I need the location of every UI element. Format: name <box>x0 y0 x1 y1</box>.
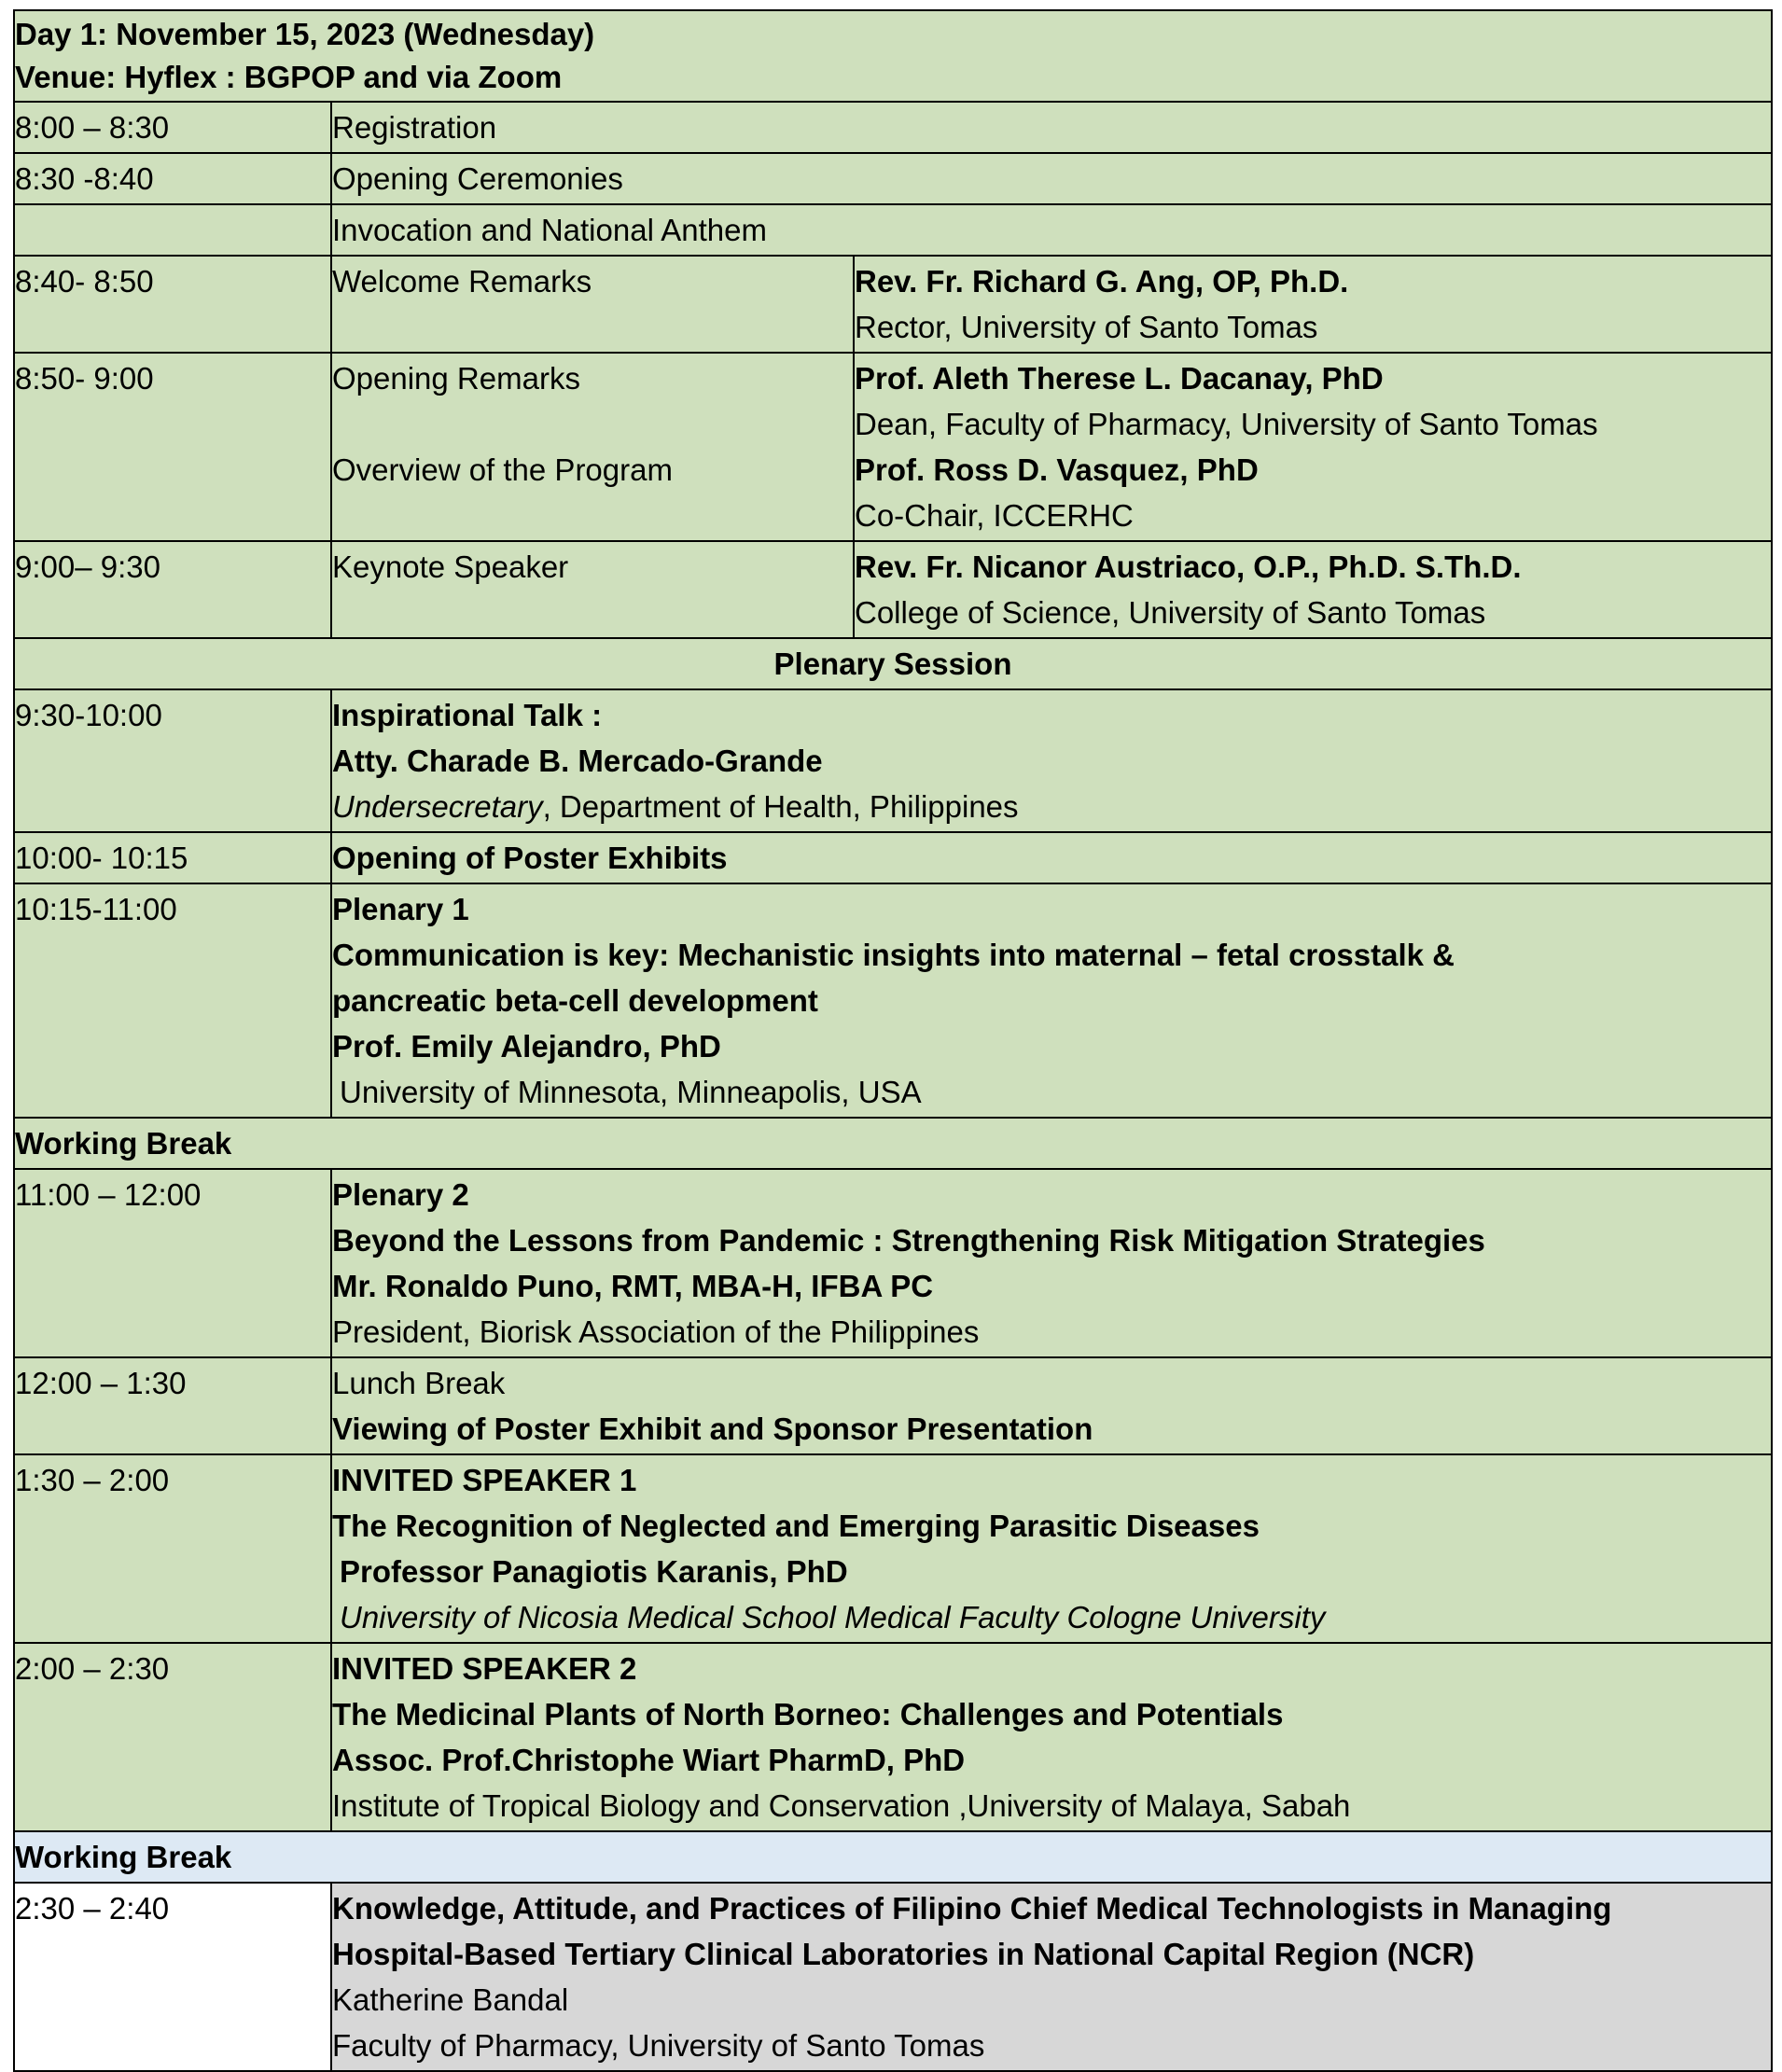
activity-cell: Opening of Poster Exhibits <box>331 832 1772 883</box>
plenary-session-heading: Plenary Session <box>14 638 1772 689</box>
activity-cell: Registration <box>331 102 1772 153</box>
schedule-header-row <box>14 10 1772 102</box>
activity-cell <box>331 883 1772 1118</box>
activity-cell: Invocation and National Anthem <box>331 204 1772 256</box>
venue-heading: Venue: Hyflex : BGPOP and via Zoom <box>15 60 563 94</box>
speaker-affiliation: University of Minnesota, Minneapolis, USA <box>340 1075 922 1109</box>
table-row <box>14 541 1772 638</box>
session-label: Plenary 2 <box>332 1177 469 1212</box>
speaker-affiliation: Co-Chair, ICCERHC <box>855 498 1134 533</box>
working-break-row <box>14 1118 1772 1169</box>
session-label: Inspirational Talk : <box>332 698 603 732</box>
speaker-name: Prof. Emily Alejandro, PhD <box>332 1029 721 1064</box>
table-row <box>14 102 1772 153</box>
activity-cell <box>331 1883 1772 2071</box>
time-cell: 1:30 – 2:00 <box>14 1454 331 1643</box>
speaker-affiliation <box>332 784 1771 829</box>
speaker-affiliation: Institute of Tropical Biology and Conservation ,University of Malaya, Sabah <box>332 1788 1351 1823</box>
time-cell: 8:40- 8:50 <box>14 256 331 353</box>
time-cell: 2:00 – 2:30 <box>14 1643 331 1831</box>
working-break-label: Working Break <box>14 1118 1772 1169</box>
speaker-affiliation: College of Science, University of Santo Tomas <box>855 595 1486 630</box>
speaker-affiliation: President, Biorisk Association of the Philippines <box>332 1314 980 1349</box>
session-label: Plenary 1 <box>332 892 469 926</box>
talk-title: Communication is key: Mechanistic insights into maternal – fetal crosstalk & <box>332 938 1455 972</box>
presenter-affiliation: Faculty of Pharmacy, University of Santo Tomas <box>332 2028 985 2063</box>
talk-title: The Medicinal Plants of North Borneo: Challenges and Potentials <box>332 1697 1284 1731</box>
time-cell: 11:00 – 12:00 <box>14 1169 331 1357</box>
table-row <box>14 1883 1772 2071</box>
speaker-affiliation: Dean, Faculty of Pharmacy, University of Santo Tomas <box>855 407 1598 441</box>
speaker-name: Rev. Fr. Nicanor Austriaco, O.P., Ph.D. S.Th.D. <box>855 549 1522 584</box>
talk-title: Knowledge, Attitude, and Practices of Filipino Chief Medical Technologists in Managing <box>332 1891 1612 1926</box>
table-row <box>14 1169 1772 1357</box>
table-row <box>14 832 1772 883</box>
day-heading: Day 1: November 15, 2023 (Wednesday) <box>15 17 595 51</box>
time-cell <box>14 204 331 256</box>
table-row <box>14 1454 1772 1643</box>
activity-cell <box>331 353 854 541</box>
presenter-name: Katherine Bandal <box>332 1982 569 2017</box>
talk-title: The Recognition of Neglected and Emerging Parasitic Diseases <box>332 1509 1260 1543</box>
time-cell: 12:00 – 1:30 <box>14 1357 331 1454</box>
lunch-break-label: Lunch Break <box>332 1366 506 1400</box>
speaker-name: Prof. Ross D. Vasquez, PhD <box>855 452 1259 487</box>
activity-cell <box>331 1357 1772 1454</box>
table-row <box>14 204 1772 256</box>
session-label: INVITED SPEAKER 2 <box>332 1651 637 1686</box>
working-break-row <box>14 1831 1772 1883</box>
time-cell: 2:30 – 2:40 <box>14 1883 331 2071</box>
speaker-name: Mr. Ronaldo Puno, RMT, MBA-H, IFBA PC <box>332 1269 934 1303</box>
speaker-affiliation: Rector, University of Santo Tomas <box>855 310 1318 344</box>
activity-cell: Opening Ceremonies <box>331 153 1772 204</box>
table-row <box>14 1357 1772 1454</box>
talk-title: Beyond the Lessons from Pandemic : Strengthening Risk Mitigation Strategies <box>332 1223 1485 1258</box>
time-cell: 9:00– 9:30 <box>14 541 331 638</box>
time-cell: 10:15-11:00 <box>14 883 331 1118</box>
activity-cell: Keynote Speaker <box>331 541 854 638</box>
activity-overview: Overview of the Program <box>332 452 673 487</box>
speaker-cell <box>854 541 1772 638</box>
table-row <box>14 153 1772 204</box>
activity-cell <box>331 1454 1772 1643</box>
speaker-name: Prof. Aleth Therese L. Dacanay, PhD <box>855 361 1384 396</box>
talk-title: pancreatic beta-cell development <box>332 983 818 1018</box>
time-cell: 10:00- 10:15 <box>14 832 331 883</box>
activity-opening-remarks: Opening Remarks <box>332 361 580 396</box>
time-cell: 9:30-10:00 <box>14 689 331 832</box>
activity-cell <box>331 1169 1772 1357</box>
time-cell: 8:50- 9:00 <box>14 353 331 541</box>
activity-cell: Welcome Remarks <box>331 256 854 353</box>
activity-cell <box>331 689 1772 832</box>
table-row <box>14 353 1772 541</box>
speaker-position: Undersecretary <box>332 789 543 824</box>
plenary-session-row <box>14 638 1772 689</box>
table-row <box>14 1643 1772 1831</box>
session-label: INVITED SPEAKER 1 <box>332 1463 637 1497</box>
speaker-org: , Department of Health, Philippines <box>542 789 1019 824</box>
speaker-name: Atty. Charade B. Mercado-Grande <box>332 744 823 778</box>
table-row <box>14 689 1772 832</box>
speaker-affiliation: University of Nicosia Medical School Medical Faculty Cologne University <box>340 1600 1326 1634</box>
activity-cell <box>331 1643 1772 1831</box>
speaker-cell <box>854 256 1772 353</box>
working-break-label: Working Break <box>14 1831 1772 1883</box>
program-schedule-table <box>13 9 1773 2072</box>
speaker-name: Rev. Fr. Richard G. Ang, OP, Ph.D. <box>855 264 1349 299</box>
speaker-name: Assoc. Prof.Christophe Wiart PharmD, PhD <box>332 1743 966 1777</box>
table-row <box>14 883 1772 1118</box>
speaker-name: Professor Panagiotis Karanis, PhD <box>340 1554 848 1589</box>
table-row <box>14 256 1772 353</box>
poster-viewing-label: Viewing of Poster Exhibit and Sponsor Presentation <box>332 1411 1093 1446</box>
speaker-cell <box>854 353 1772 541</box>
talk-title: Hospital-Based Tertiary Clinical Laboratories in National Capital Region (NCR) <box>332 1937 1475 1971</box>
time-cell: 8:30 -8:40 <box>14 153 331 204</box>
time-cell: 8:00 – 8:30 <box>14 102 331 153</box>
